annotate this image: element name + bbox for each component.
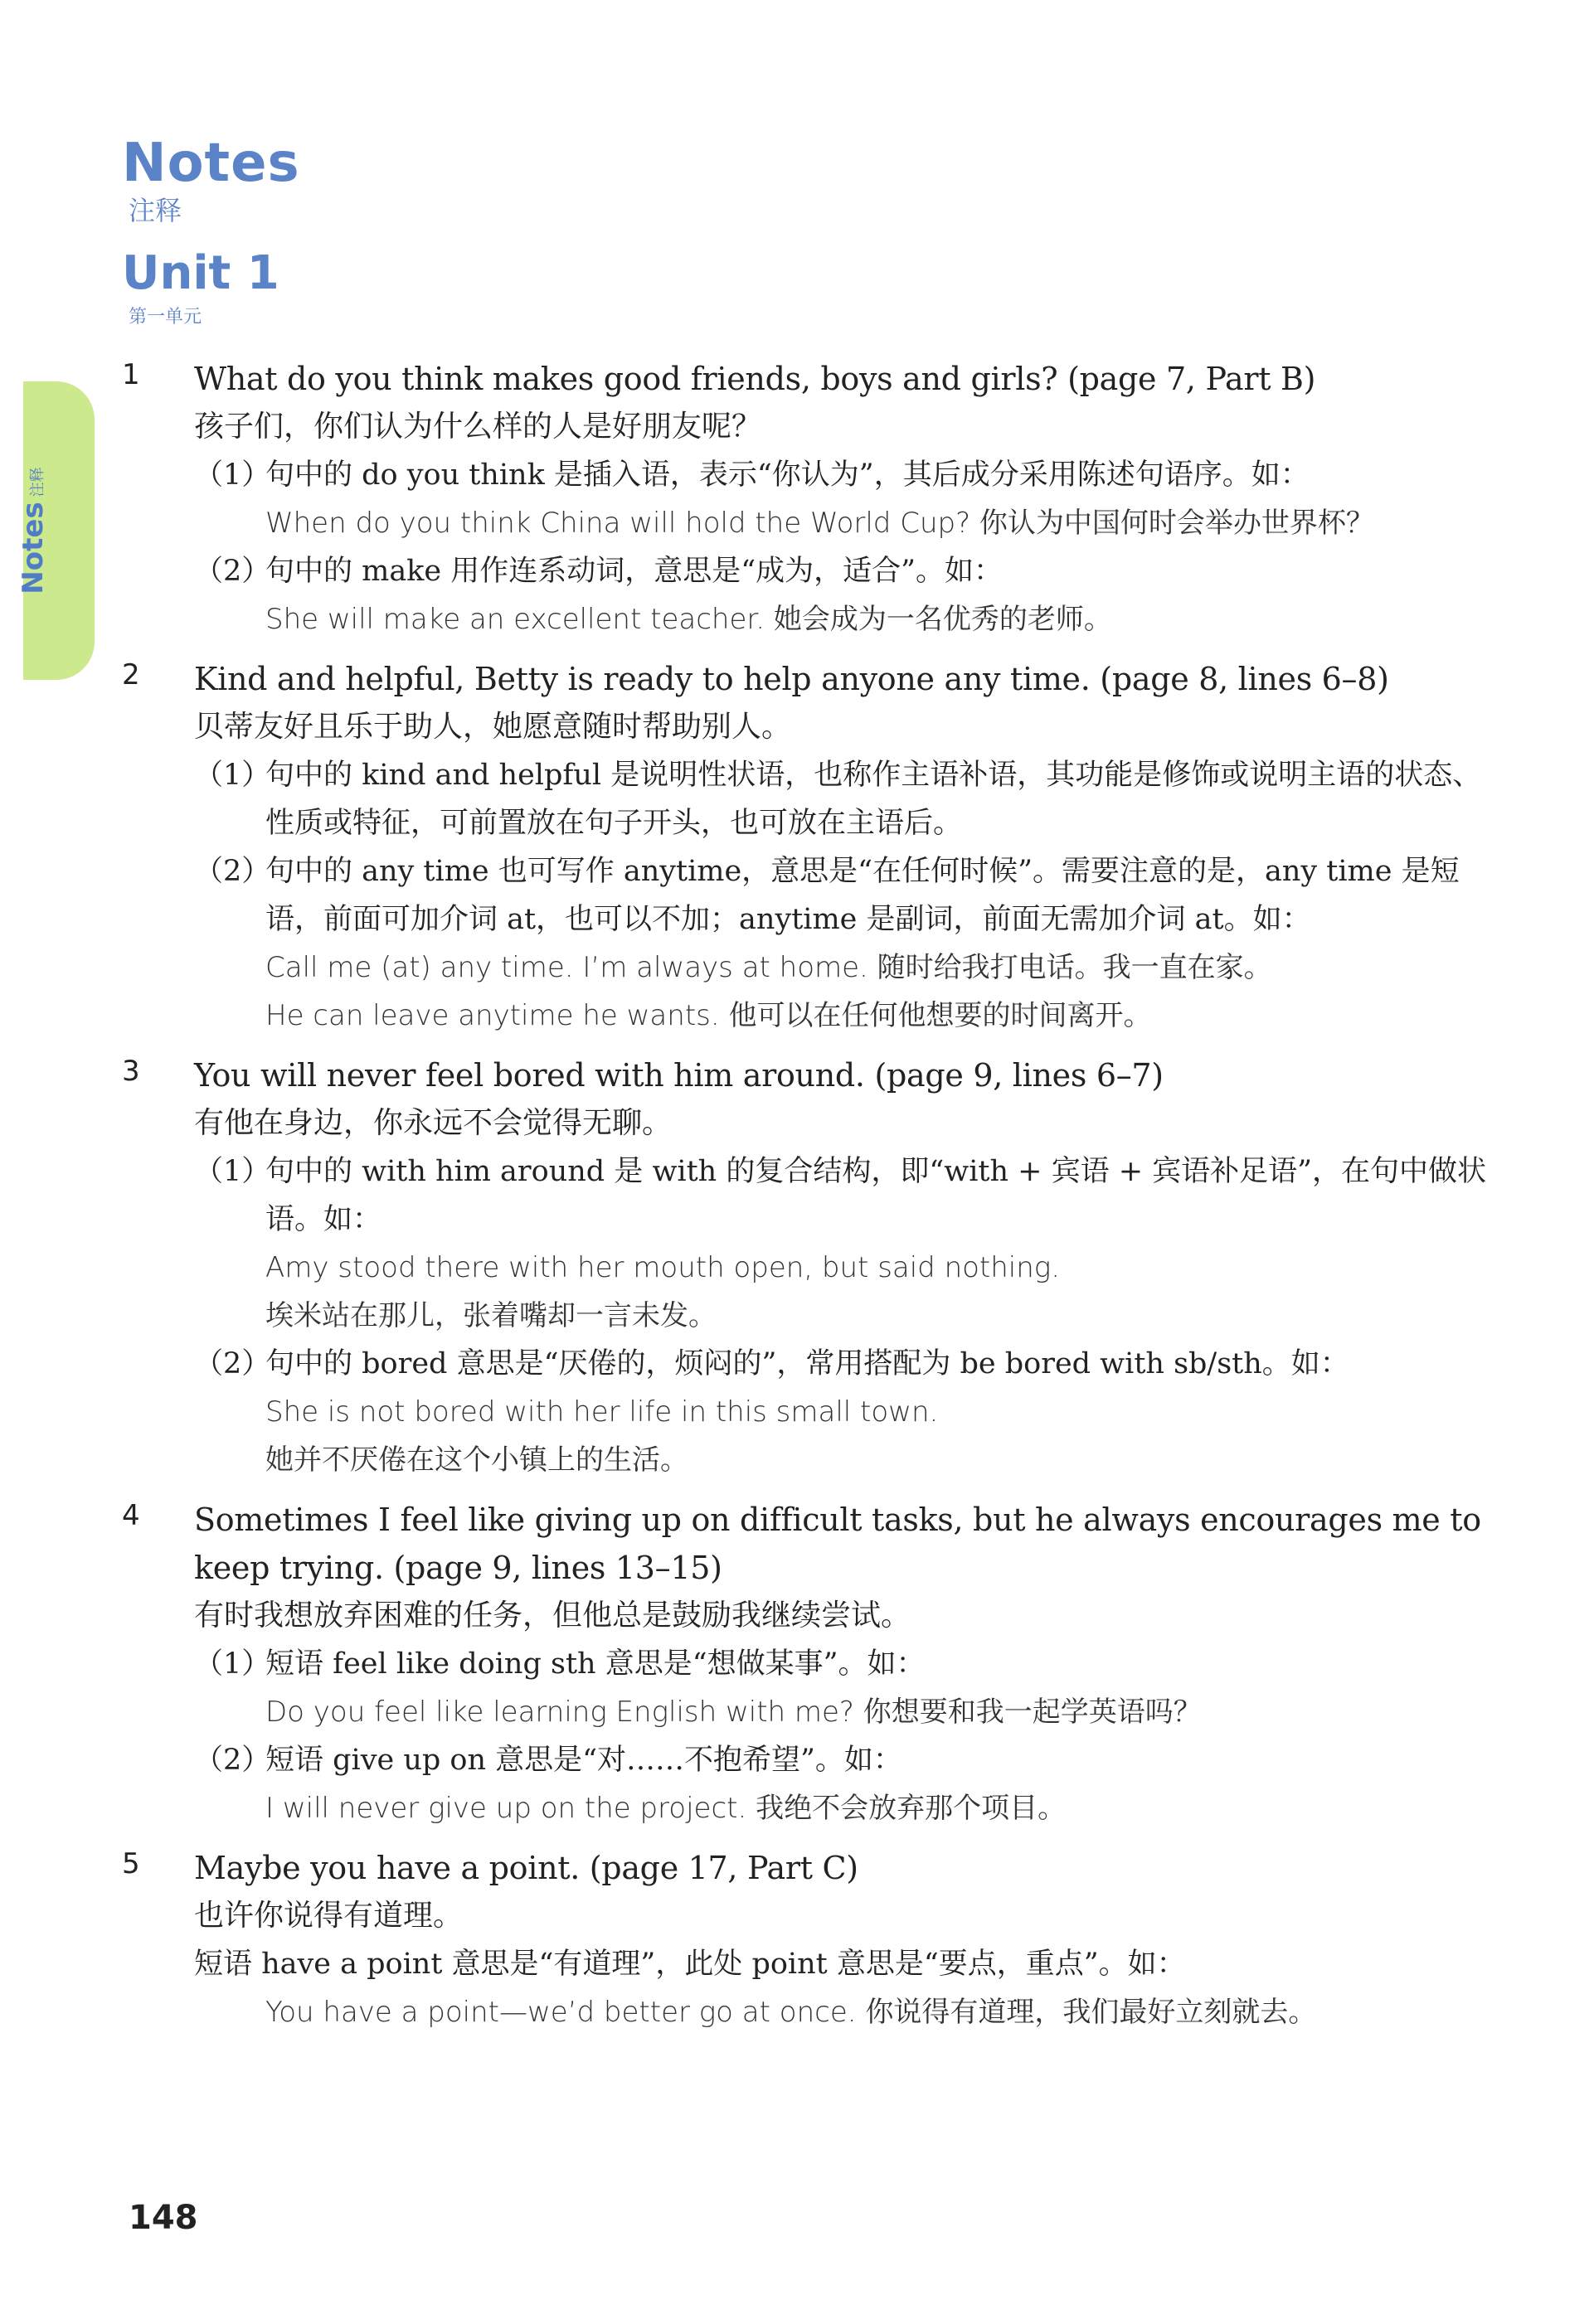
note-point (122, 1640, 1499, 1688)
example: Amy stood there with her mouth open, but said nothing. (265, 1251, 1061, 1284)
side-tab-title: Notes (17, 502, 50, 594)
note-number: 2 (122, 658, 140, 691)
note-point (122, 547, 1499, 595)
note-number: 1 (122, 358, 140, 391)
example: You have a point—we’d better go at once. 你说得有道理，我们最好立刻就去。 (265, 1996, 1317, 2029)
point-label: （1） (194, 759, 271, 792)
note-sentence: Sometimes I feel like giving up on difficult tasks, but he always encourages me to keep trying. (page 9, lines 13–15) (194, 1502, 1481, 1586)
note-item (122, 1051, 1499, 1484)
example: She is not bored with her life in this small town. (265, 1395, 939, 1429)
example-translation: 埃米站在那儿，张着嘴却一言未发。 (265, 1299, 717, 1332)
point-text: 句中的 bored 意思是“厌倦的，烦闷的”，常用搭配为 be bored with sb/sth。如： (265, 1347, 1349, 1380)
notes-list (122, 355, 1499, 2048)
page-number: 148 (129, 2199, 198, 2237)
side-tab-sub: 注释 (29, 467, 46, 497)
point-label: （1） (194, 1647, 271, 1681)
note-point (122, 451, 1499, 499)
note-translation: 孩子们，你们认为什么样的人是好朋友呢？ (194, 410, 762, 444)
note-item (122, 1844, 1499, 2036)
note-translation: 贝蒂友好且乐于助人，她愿意随时帮助别人。 (194, 710, 792, 744)
note-translation: 也许你说得有道理。 (194, 1899, 464, 1933)
note-number: 4 (122, 1499, 140, 1532)
unit-heading: Unit 1 (122, 246, 279, 300)
note-item (122, 1496, 1499, 1832)
example: When do you think China will hold the World Cup? 你认为中国何时会举办世界杯？ (265, 507, 1374, 540)
note-point (122, 1340, 1499, 1388)
side-tab-label (17, 467, 50, 594)
page-subtitle: 注释 (129, 195, 182, 226)
point-text: 句中的 any time 也可写作 anytime，意思是“在任何时候”。需要注意的是，any time 是短语，前面可加介词 at，也可以不加；anytime 是副词，前面无需加介词 at。如： (265, 855, 1460, 936)
point-text: 句中的 with him around 是 with 的复合结构，即“with + 宾语 + 宾语补足语”，在句中做状语。如： (265, 1155, 1487, 1236)
note-explanation: 短语 have a point 意思是“有道理”，此处 point 意思是“要点，重点”。如： (194, 1948, 1186, 1981)
point-label: （1） (194, 458, 271, 492)
point-text: 句中的 do you think 是插入语，表示“你认为”，其后成分采用陈述句语序。如： (265, 458, 1310, 492)
note-item (122, 655, 1499, 1040)
note-point (122, 1147, 1499, 1244)
example: I will never give up on the project. 我绝不会放弃那个项目。 (265, 1792, 1067, 1825)
point-label: （2） (194, 555, 271, 588)
page-title: Notes (122, 133, 300, 194)
point-label: （2） (194, 855, 271, 888)
point-text: 句中的 kind and helpful 是说明性状语，也称作主语补语，其功能是修饰或说明主语的状态、性质或特征，可前置放在句子开头，也可放在主语后。 (265, 759, 1482, 840)
point-text: 句中的 make 用作连系动词，意思是“成为，适合”。如： (265, 555, 1004, 588)
note-point (122, 847, 1499, 944)
point-text: 短语 feel like doing sth 意思是“想做某事”。如： (265, 1647, 926, 1681)
point-label: （2） (194, 1347, 271, 1380)
example: Do you feel like learning English with me? 你想要和我一起学英语吗？ (265, 1696, 1202, 1729)
note-number: 3 (122, 1055, 140, 1088)
note-sentence: What do you think makes good friends, boys and girls? (page 7, Part B) (194, 361, 1316, 397)
note-point (122, 1736, 1499, 1784)
note-translation: 有他在身边，你永远不会觉得无聊。 (194, 1106, 673, 1140)
point-label: （2） (194, 1744, 271, 1777)
note-sentence: Kind and helpful, Betty is ready to help anyone any time. (page 8, lines 6–8) (194, 661, 1389, 697)
example: She will make an excellent teacher. 她会成为一名优秀的老师。 (265, 603, 1112, 636)
note-sentence: You will never feel bored with him around. (page 9, lines 6–7) (194, 1057, 1164, 1094)
note-number: 5 (122, 1847, 140, 1880)
note-item (122, 355, 1499, 643)
example: He can leave anytime he wants. 他可以在任何他想要的时间离开。 (265, 999, 1152, 1032)
note-point (122, 751, 1499, 847)
note-sentence: Maybe you have a point. (page 17, Part C) (194, 1850, 858, 1886)
note-translation: 有时我想放弃困难的任务，但他总是鼓励我继续尝试。 (194, 1599, 911, 1633)
point-text: 短语 give up on 意思是“对……不抱希望”。如： (265, 1744, 902, 1777)
point-label: （1） (194, 1155, 271, 1188)
example: Call me (at) any time. I’m always at home. 随时给我打电话。我一直在家。 (265, 951, 1272, 984)
unit-subheading: 第一单元 (129, 307, 202, 327)
example-translation: 她并不厌倦在这个小镇上的生活。 (265, 1443, 688, 1477)
